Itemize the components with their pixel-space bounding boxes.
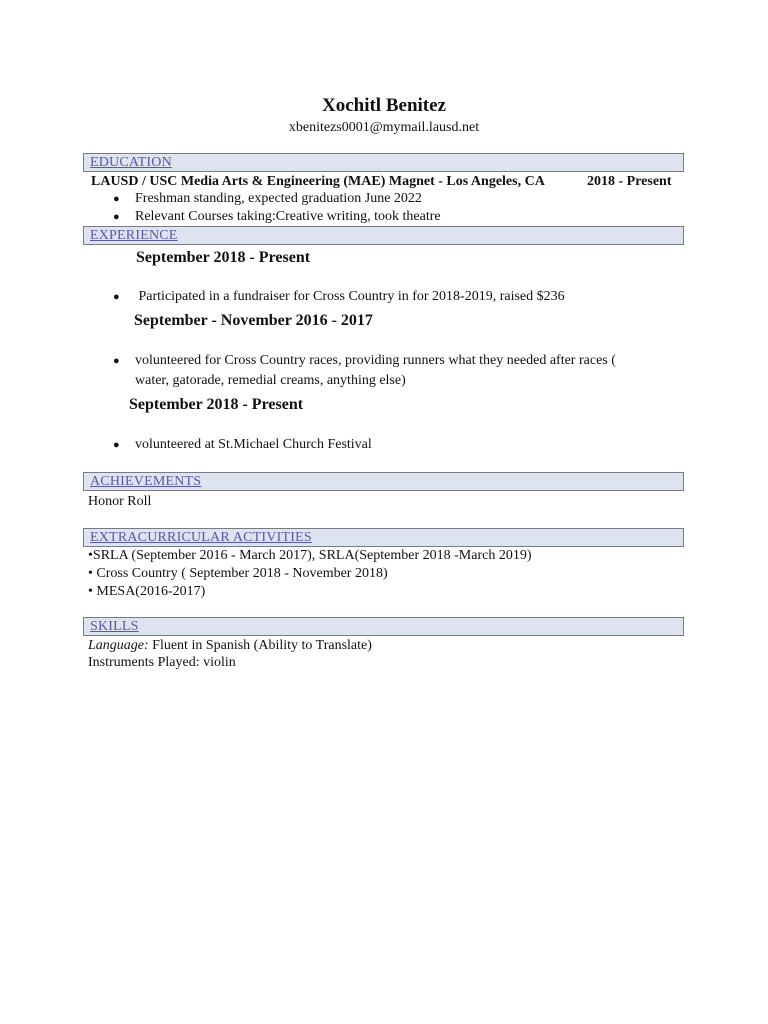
- resume-email: xbenitezs0001@mymail.lausd.net: [288, 120, 480, 135]
- extracurricular-section-header: [83, 528, 684, 547]
- skills-heading: SKILLS: [90, 619, 139, 634]
- bullet-glyph: ●: [113, 211, 120, 223]
- experience-bullet-text: volunteered for Cross Country races, providing runners what they needed after races (: [135, 353, 616, 368]
- education-heading: EDUCATION: [90, 155, 172, 170]
- bullet-glyph: ●: [113, 291, 120, 303]
- skills-language: [88, 638, 372, 654]
- extracurricular-item: • Cross Country ( September 2018 - November 2018): [88, 566, 388, 581]
- extracurricular-item: • MESA(2016-2017): [88, 584, 206, 599]
- achievements-heading: ACHIEVEMENTS: [90, 474, 202, 489]
- experience-bullet-continuation: water, gatorade, remedial creams, anything else): [135, 373, 406, 388]
- experience-bullet: [113, 289, 565, 305]
- education-bullet-text: Freshman standing, expected graduation June 2022: [135, 191, 422, 206]
- experience-date: September 2018 - Present: [136, 249, 311, 266]
- experience-bullet: [113, 437, 372, 453]
- skills-section-header: [83, 617, 684, 636]
- experience-date: September - November 2016 - 2017: [134, 312, 373, 329]
- education-bullet: [113, 209, 441, 225]
- education-bullet: [113, 191, 422, 207]
- education-section-header: [83, 153, 684, 172]
- experience-section-header: [83, 226, 684, 245]
- skills-language-value: Fluent in Spanish (Ability to Translate): [148, 638, 372, 653]
- bullet-glyph: ●: [113, 439, 120, 451]
- bullet-glyph: ●: [113, 193, 120, 205]
- extracurricular-heading: EXTRACURRICULAR ACTIVITIES: [90, 530, 312, 545]
- skills-instruments: Instruments Played: violin: [88, 655, 236, 670]
- achievements-section-header: [83, 472, 684, 491]
- education-school: LAUSD / USC Media Arts & Engineering (MAE) Magnet - Los Angeles, CA: [91, 174, 545, 189]
- experience-bullet-text: volunteered at St.Michael Church Festival: [135, 437, 372, 452]
- achievement-item: Honor Roll: [88, 494, 152, 509]
- education-bullet-text: Relevant Courses taking:Creative writing, took theatre: [135, 209, 441, 224]
- resume-name: Xochitl Benitez: [321, 95, 446, 116]
- experience-bullet: [113, 353, 616, 369]
- skills-language-label: Language:: [88, 638, 149, 653]
- experience-bullet-text: Participated in a fundraiser for Cross Country in for 2018-2019, raised $236: [138, 289, 565, 304]
- education-years: 2018 - Present: [587, 174, 672, 189]
- experience-heading: EXPERIENCE: [90, 228, 178, 243]
- bullet-glyph: ●: [113, 355, 120, 367]
- extracurricular-item: •SRLA (September 2016 - March 2017), SRLA(September 2018 -March 2019): [88, 548, 532, 563]
- experience-date: September 2018 - Present: [129, 396, 304, 413]
